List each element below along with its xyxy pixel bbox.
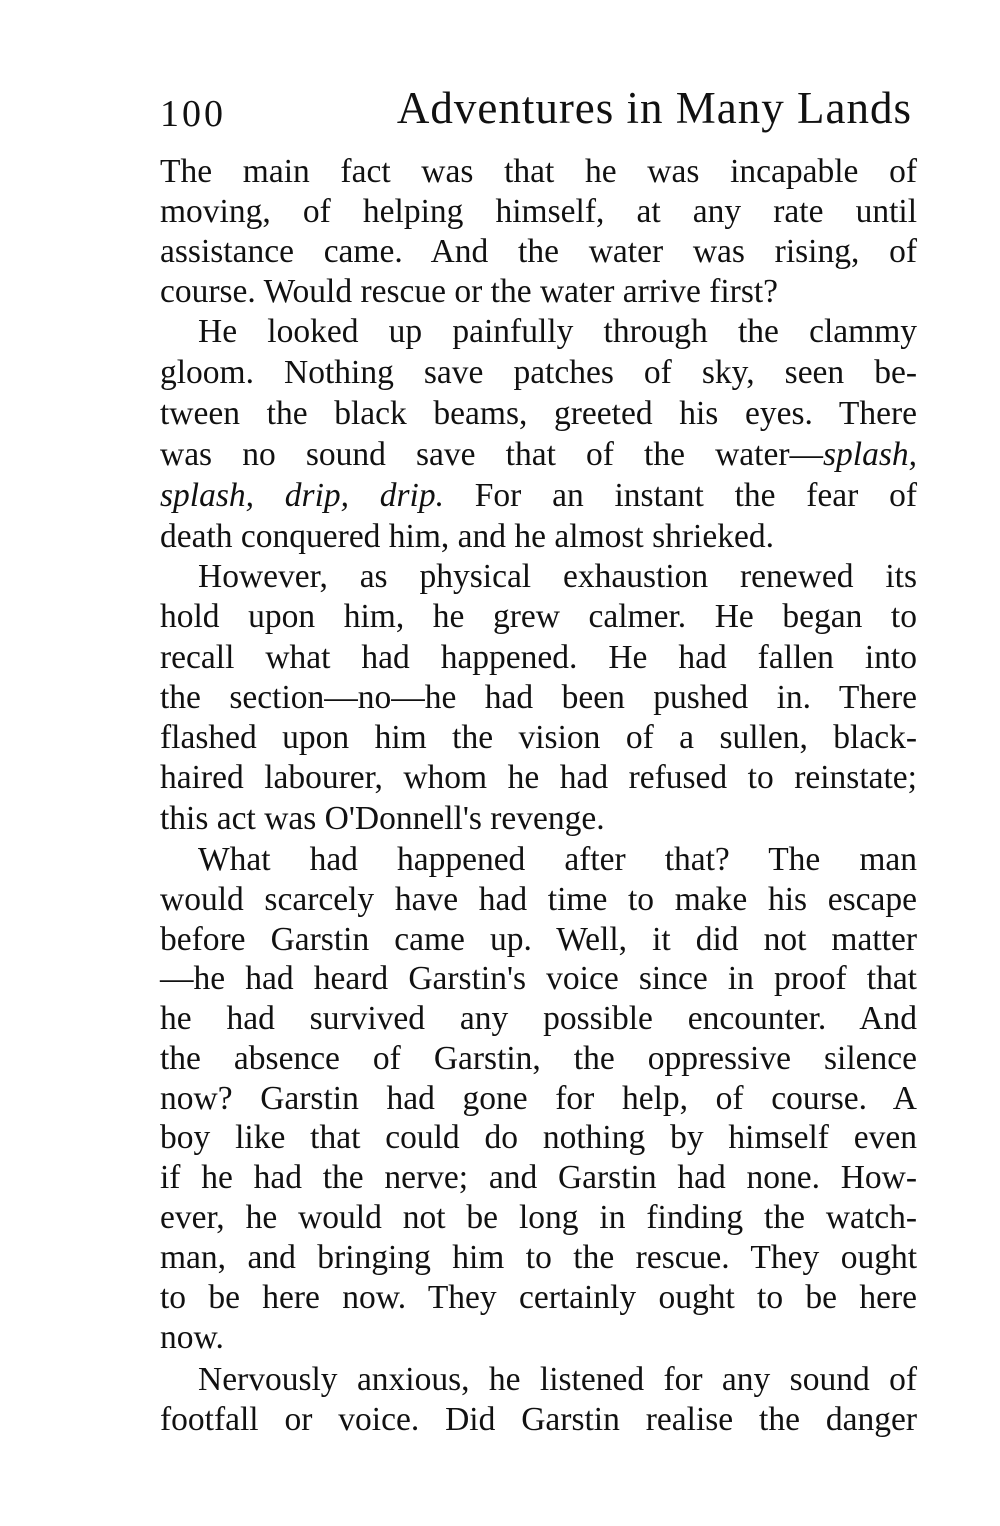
text-line: flashed upon him the vision of a sullen, black- — [160, 719, 917, 756]
text-line: haired labourer, whom he had refused to reinstate; — [160, 759, 917, 796]
text-line: would scarcely have had time to make his escape — [160, 881, 917, 918]
text-line: splash, drip, drip. For an instant the fear of — [160, 477, 917, 514]
text-line: ever, he would not be long in finding the watch- — [160, 1199, 917, 1236]
page-number: 100 — [160, 93, 226, 135]
text-line: —he had heard Garstin's voice since in proof that — [160, 960, 917, 997]
text-line: he had survived any possible encounter. And — [160, 1000, 917, 1037]
text-line: to be here now. They certainly ought to be here — [160, 1279, 917, 1316]
text-line: The main fact was that he was incapable of — [160, 153, 917, 190]
text-line: He looked up painfully through the clammy — [198, 313, 917, 350]
running-header — [160, 78, 912, 138]
text-line: hold upon him, he grew calmer. He began to — [160, 598, 917, 635]
text-line: However, as physical exhaustion renewed its — [198, 558, 917, 595]
text-line: assistance came. And the water was rising, of — [160, 233, 917, 270]
text-line: tween the black beams, greeted his eyes. There — [160, 395, 917, 432]
text-line: Nervously anxious, he listened for any sound of — [198, 1361, 917, 1398]
text-line: now? Garstin had gone for help, of course. A — [160, 1080, 917, 1117]
text-line: man, and bringing him to the rescue. They ought — [160, 1239, 917, 1276]
text-line: death conquered him, and he almost shrieked. — [160, 518, 774, 555]
text-line: What had happened after that? The man — [198, 841, 917, 878]
text-line: course. Would rescue or the water arrive first? — [160, 273, 779, 310]
text-line: footfall or voice. Did Garstin realise the danger — [160, 1401, 917, 1438]
text-line: now. — [160, 1319, 224, 1356]
text-line: recall what had happened. He had fallen into — [160, 639, 917, 676]
text-line: was no sound save that of the water—splash, — [160, 436, 917, 473]
text-line: this act was O'Donnell's revenge. — [160, 800, 605, 837]
text-line: the absence of Garstin, the oppressive silence — [160, 1040, 917, 1077]
text-line: boy like that could do nothing by himself even — [160, 1119, 917, 1156]
running-title: Adventures in Many Lands — [396, 83, 912, 133]
text-line: the section—no—he had been pushed in. There — [160, 679, 917, 716]
text-line: before Garstin came up. Well, it did not matter — [160, 921, 917, 958]
text-line: if he had the nerve; and Garstin had none. How- — [160, 1159, 917, 1196]
text-line: gloom. Nothing save patches of sky, seen be- — [160, 354, 917, 391]
text-line: moving, of helping himself, at any rate until — [160, 193, 917, 230]
